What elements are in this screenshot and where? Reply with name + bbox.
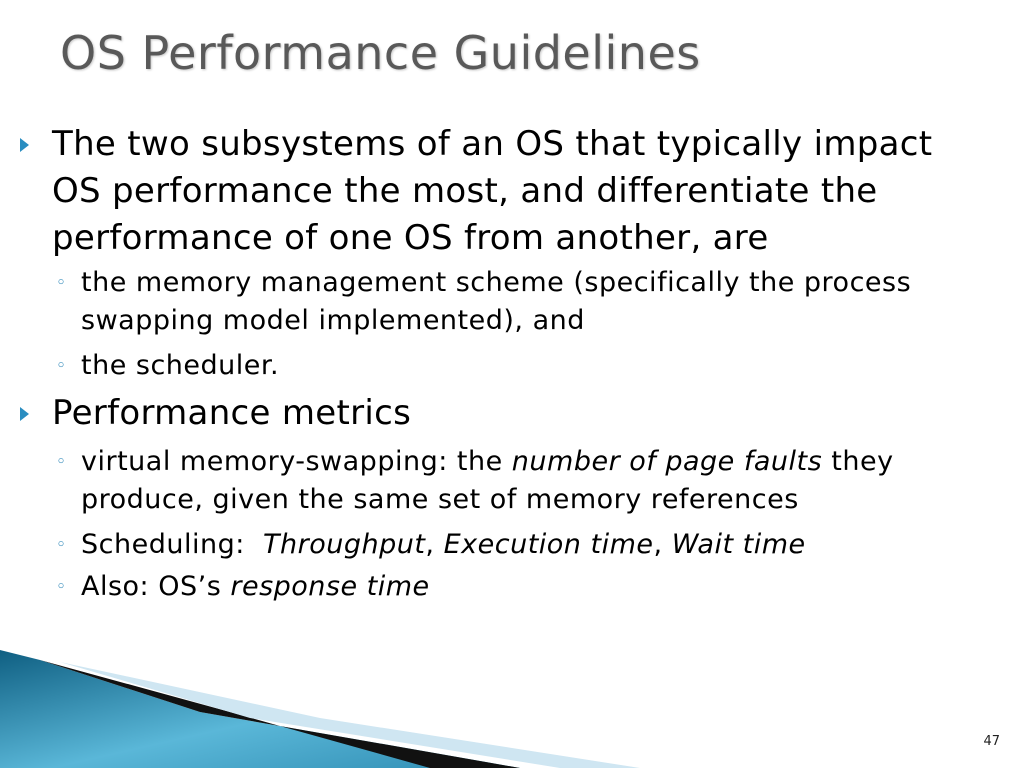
italic-term: Wait time [671, 529, 806, 560]
italic-term: Execution time [443, 529, 654, 560]
sub-bullet-line [81, 526, 806, 564]
footer-wave-decoration [0, 640, 1024, 768]
text-run: , [653, 529, 672, 560]
triangle-bullet-icon [20, 138, 29, 152]
sub-bullet-line: swapping model implemented), and [81, 305, 585, 336]
bullet-line: Performance metrics [52, 393, 412, 433]
text-run: they [822, 446, 894, 477]
circle-bullet-icon: ◦ [56, 273, 67, 293]
bullet-subsystems [52, 121, 932, 262]
sub-bullet-response-time [56, 568, 430, 606]
sub-bullet-line [81, 568, 430, 606]
slide-title: OS Performance Guidelines [60, 26, 701, 80]
circle-bullet-icon: ◦ [56, 577, 67, 597]
circle-bullet-icon: ◦ [56, 452, 67, 472]
slide-number: 47 [983, 734, 1000, 749]
text-run: Also: OS’s [81, 571, 231, 602]
bullet-performance-metrics [52, 390, 411, 437]
italic-term: response time [230, 571, 430, 602]
bullet-line: performance of one OS from another, are [52, 218, 769, 258]
sub-bullet-scheduler [56, 347, 280, 385]
text-run: , [425, 529, 444, 560]
italic-term: Throughput [262, 529, 426, 560]
sub-bullet-scheduling [56, 526, 806, 564]
circle-bullet-icon: ◦ [56, 535, 67, 555]
text-run: virtual memory-swapping: the [81, 446, 512, 477]
bullet-line: OS performance the most, and differentiate the [52, 171, 878, 211]
sub-bullet-line [81, 443, 894, 481]
circle-bullet-icon: ◦ [56, 356, 67, 376]
sub-bullet-virtual-memory [56, 443, 894, 519]
sub-bullet-line: the memory management scheme (specifically the process [81, 267, 912, 298]
text-run: Scheduling: [81, 529, 263, 560]
italic-term: number of page faults [511, 446, 823, 477]
triangle-bullet-icon [20, 407, 29, 421]
sub-bullet-line: produce, given the same set of memory references [81, 484, 799, 515]
sub-bullet-memory [56, 264, 912, 340]
bullet-line: The two subsystems of an OS that typically impact [52, 124, 933, 164]
sub-bullet-line: the scheduler. [81, 350, 280, 381]
